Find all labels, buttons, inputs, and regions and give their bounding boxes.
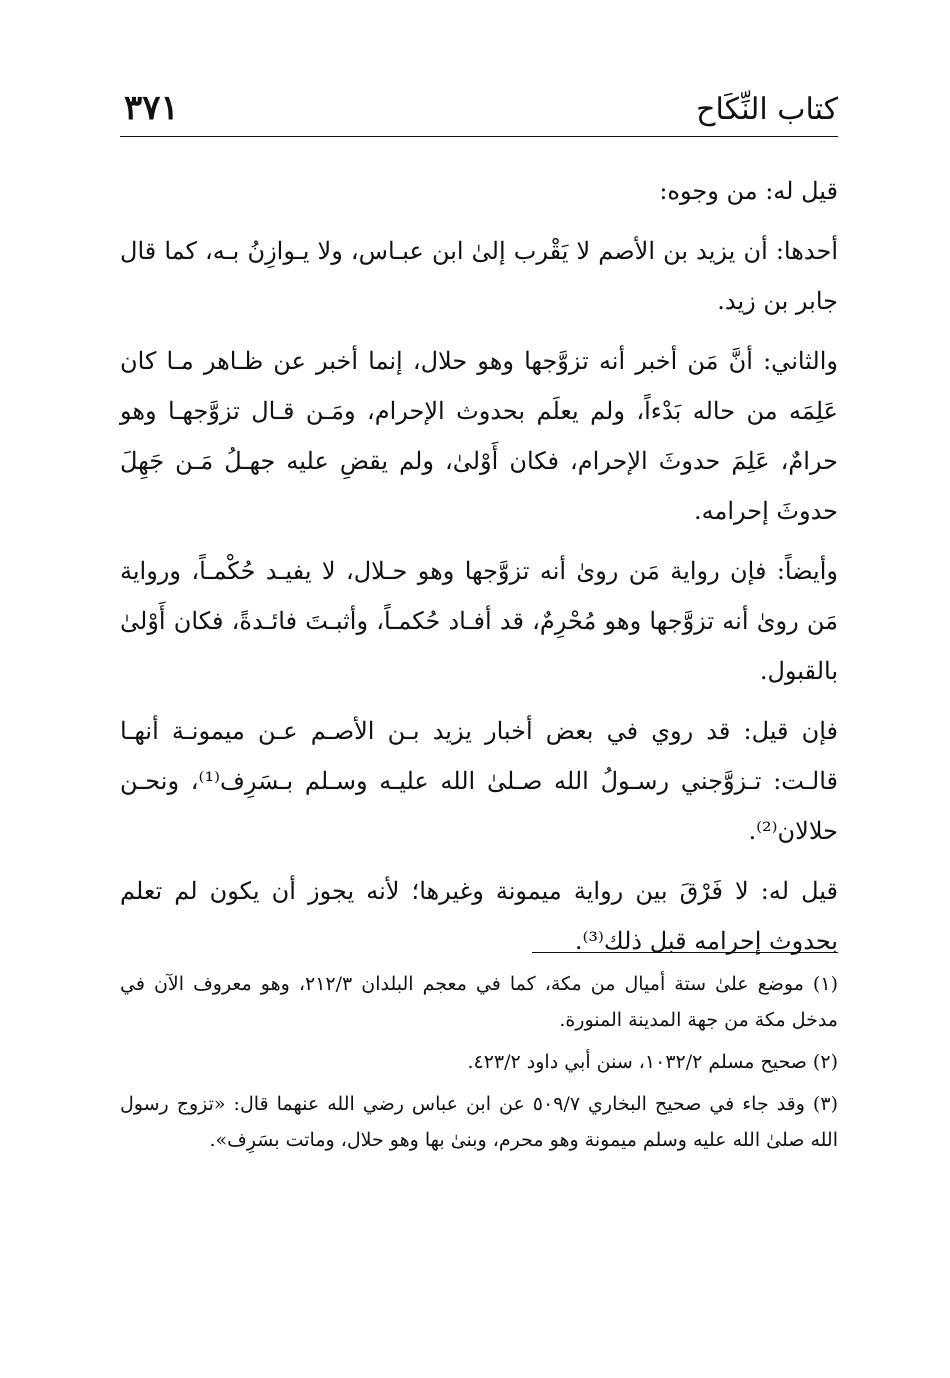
- main-text: [120, 166, 838, 976]
- running-title: كتاب النِّكَاح: [696, 92, 838, 127]
- paragraph: فإن قيل: قد روي في بعض أخبار يزيد بـن الأصـم عـن ميمونـة أنهـا قالـت: تـزوَّجني رسـولُ الله صـلىٰ الله عليـه وسـلم بـسَرِف⁽¹⁾، ونحـن حلالان⁽²⁾.: [120, 717, 838, 845]
- paragraph: وأيضاً: فإن رواية مَن روىٰ أنه تزوَّجها وهو حـلال، لا يفيـد حُكْمـاً، ورواية مَن روىٰ أنه تزوَّجها وهو مُحْرِمٌ، قد أفـاد حُكمـاً، وأثبـتَ فائـدةً، فكان أَوْلىٰ بالقبول.: [120, 557, 838, 685]
- paragraph: أحدها: أن يزيد بن الأصم لا يَقْرب إلىٰ ابن عبـاس، ولا يـوازِنُ بـه، كما قال جابر بن زيد.: [120, 237, 838, 315]
- footnote: (٢) صحيح مسلم ١٠٣٢/٢، سنن أبي داود ٤٢٣/٢.: [467, 1051, 838, 1073]
- page-header: [120, 84, 838, 137]
- footnote-separator: [532, 952, 838, 953]
- book-page: [120, 0, 838, 1378]
- paragraph: والثاني: أنَّ مَن أخبر أنه تزوَّجها وهو حلال، إنما أخبر عن ظـاهر مـا كان عَلِمَه من حاله بَدْءاً، ولم يعلَم بحدوث الإحرام، ومَـن قـال تزوَّجهـا وهو حرامٌ، عَلِمَ حدوثَ الإحرام، فكان أَوْلىٰ، ولم يقضِ عليه جهـلُ مَـن جَهِلَ حدوثَ إحرامه.: [120, 347, 838, 525]
- footnote: (٣) وقد جاء في صحيح البخاري ٥٠٩/٧ عن ابن عباس رضي الله عنهما قال: «تزوج رسول الله صلىٰ الله عليه وسلم ميمونة وهو محرم، وبنىٰ بها وهو حلال، وماتت بسَرِف».: [120, 1093, 838, 1151]
- footnote: (١) موضع علىٰ ستة أميال من مكة، كما في معجم البلدان ٢١٢/٣، وهو معروف الآن في مدخل مكة من جهة المدينة المنورة.: [120, 973, 838, 1031]
- page-number: ٣٧١: [124, 88, 179, 128]
- paragraph: قيل له: من وجوه:: [659, 177, 838, 205]
- paragraph: قيل له: لا فَرْقَ بين رواية ميمونة وغيرها؛ لأنه يجوز أن يكون لم تعلم بحدوث إحرامه قبل ذلك⁽³⁾.: [120, 877, 839, 955]
- footnotes: [120, 966, 838, 1164]
